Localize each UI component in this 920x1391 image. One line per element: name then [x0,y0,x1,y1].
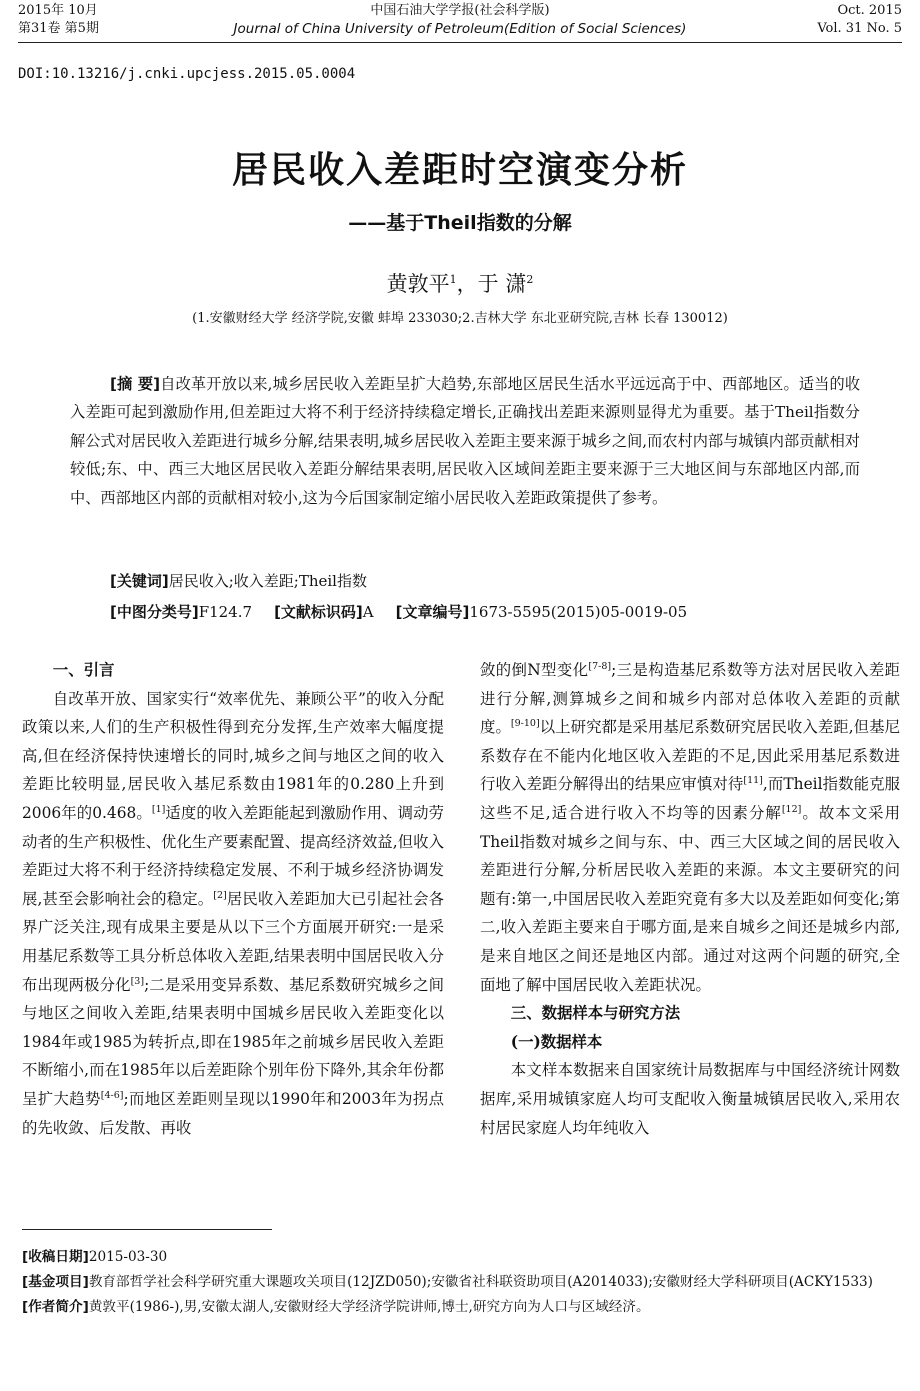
intro-text-5: ;而地区差距则呈现以1990年和2003年为拐点的先收敛、后发散、再收 [22,1089,444,1137]
header-journal-name [18,2,902,38]
intro-text-4: ;二是采用变异系数、基尼系数研究城乡之间与地区之间收入差距,结果表明中国城乡居民收入差距变化以1984年或1985为转折点,即在1985年之前城乡居民收入差距不断缩小,而在1985年以后差距除个别年份下降外,其余年份都呈扩大趋势 [22,975,444,1108]
section-heading-intro: 一、引言 [52,661,115,679]
clc-value: F124.7 [198,603,253,621]
journal-header [18,0,902,43]
author-2: 于 潇 [477,272,527,296]
paper-subtitle: ——基于Theil指数的分解 [348,212,572,234]
affiliation: (1.安徽财经大学 经济学院,安徽 蚌埠 233030;2.吉林大学 东北亚研究院,吉林 长春 130012) [192,311,728,326]
intro-text-1: 自改革开放、国家实行“效率优先、兼顾公平”的收入分配政策以来,人们的生产积极性得到充分发挥,生产效率大幅度提高,但在经济保持快速增长的同时,城乡之间与地区之间的收入差距比较明显,居民收入基尼系数由1981年的0.280上升到2006年的0.468。 [22,689,444,822]
footnote-received [22,1245,902,1270]
header-journal-cn: 中国石油大学学报(社会科学版) [370,3,550,18]
author-1: 黄敦平 [386,272,450,296]
citation-4: [4-6] [100,1089,124,1101]
intro-cont-text-3: 以上研究都是采用基尼系数研究居民收入差距,但基尼系数存在不能内化地区收入差距的不足,因此采用基尼系数进行收入差距分解得出的结果应审慎对待 [480,718,900,794]
keywords-text: 居民收入;收入差距;Theil指数 [168,572,367,590]
author-1-affil: 1 [449,273,457,286]
header-volume-issue: 第31卷 第5期 [18,21,99,36]
author-bio-label: [作者简介] [22,1299,89,1315]
footnote-funding [22,1270,902,1295]
footnotes [22,1245,902,1320]
intro-cont-text-1: 敛的倒N型变化 [480,661,589,679]
author-separator: ， [456,272,478,296]
intro-paragraph-continued [480,656,900,999]
header-volume-en: Vol. 31 No. 5 [817,21,902,36]
clc-label: [中图分类号] [110,603,199,621]
data-sample-paragraph: 本文样本数据来自国家统计局数据库与中国经济统计网数据库,采用城镇家庭人均可支配收入衡量城镇居民收入,采用农村居民家庭人均年纯收入 [480,1061,900,1137]
funding-text: 教育部哲学社会科学研究重大课题攻关项目(12JZD050);安徽省社科联资助项目(A2014033);安徽财经大学科研项目(ACKY1533) [88,1274,873,1290]
header-date-volume-en [817,2,902,38]
keywords-label: [关键词] [110,572,169,590]
author-line [0,268,920,298]
doc-code-label: [文献标识码] [274,603,363,621]
intro-text-3: 居民收入差距加大已引起社会各界广泛关注,现有成果主要是从以下三个方面展开研究:一是采用基尼系数等工具分析总体收入差距,结果表明中国居民收入分布出现两极分化 [22,889,444,994]
footnote-author-bio [22,1295,902,1320]
abstract-label: [摘 要] [110,375,161,393]
intro-cont-text-5: 。故本文采用Theil指数对城乡之间与东、中、西三大区域之间的居民收入差距进行分解,分析居民收入差距的来源。本文主要研究的问题有:第一,中国居民收入差距究竟有多大以及差距如何变化;第二,收入差距主要来自于哪方面,是来自城乡之间还是城乡内部,是来自地区之间还是地区内部。通过对这两个问题的研究,全面地了解中国居民收入差距状况。 [480,803,900,994]
classification-line [110,600,687,624]
header-journal-en: Journal of China University of Petroleum(Edition of Social Sciences) [233,21,687,37]
subsection-heading-data-sample: (一)数据样本 [510,1032,603,1051]
citation-7: [11] [743,775,763,787]
author-bio-text: 黄敦平(1986-),男,安徽太湖人,安徽财经大学经济学院讲师,博士,研究方向为人口与区域经济。 [88,1299,650,1315]
article-number-label: [文章编号] [395,603,470,621]
received-label: [收稿日期] [22,1249,89,1265]
section-heading-data-methods: 三、数据样本与研究方法 [510,1004,681,1023]
intro-paragraph [22,685,444,1143]
footnote-rule [22,1229,272,1230]
abstract [70,370,860,512]
author-2-affil: 2 [526,273,534,286]
funding-label: [基金项目] [22,1274,89,1290]
doc-code-value: A [362,603,374,621]
body-right-column [480,656,900,1142]
citation-1: [1] [151,803,166,815]
intro-text-2: 适度的收入差距能起到激励作用、调动劳动者的生产积极性、优化生产要素配置、提高经济效益,但收入差距过大将不利于经济持续稳定发展、不利于城乡经济协调发展,甚至会影响社会的稳定。 [22,803,444,908]
citation-2: [2] [213,889,227,901]
header-date-en: Oct. 2015 [837,3,902,18]
citation-3: [3] [130,975,145,987]
citation-5: [7-8] [588,660,612,672]
keywords [110,569,367,593]
header-date: 2015年 10月 [18,3,98,18]
abstract-text: 自改革开放以来,城乡居民收入差距呈扩大趋势,东部地区居民生活水平远远高于中、西部地区。适当的收入差距可起到激励作用,但差距过大将不利于经济持续稳定增长,正确找出差距来源则显得尤为重要。基于Theil指数分解公式对居民收入差距进行城乡分解,结果表明,城乡居民收入差距主要来源于城乡之间,而农村内部与城镇内部贡献相对较低;东、中、西三大地区居民收入差距分解结果表明,居民收入区域间差距主要来源于三大地区间与东部地区内部,而中、西部地区内部的贡献相对较小,这为今后国家制定缩小居民收入差距政策提供了参考。 [70,375,861,507]
citation-6: [9-10] [510,718,540,730]
doi: DOI:10.13216/j.cnki.upcjess.2015.05.0004 [18,66,356,82]
body-left-column [22,656,444,1142]
received-date: 2015-03-30 [88,1249,168,1265]
citation-8: [12] [781,803,802,815]
article-number-value: 1673-5595(2015)05-0019-05 [469,603,688,621]
intro-cont-text-4: ,而Theil指数能克服这些不足,适合进行收入不均等的因素分解 [480,775,900,822]
paper-title: 居民收入差距时空演变分析 [231,150,688,191]
intro-cont-text-2: ;三是构造基尼系数等方法对居民收入差距进行分解,测算城乡之间和城乡内部对总体收入差距的贡献度。 [480,661,901,737]
